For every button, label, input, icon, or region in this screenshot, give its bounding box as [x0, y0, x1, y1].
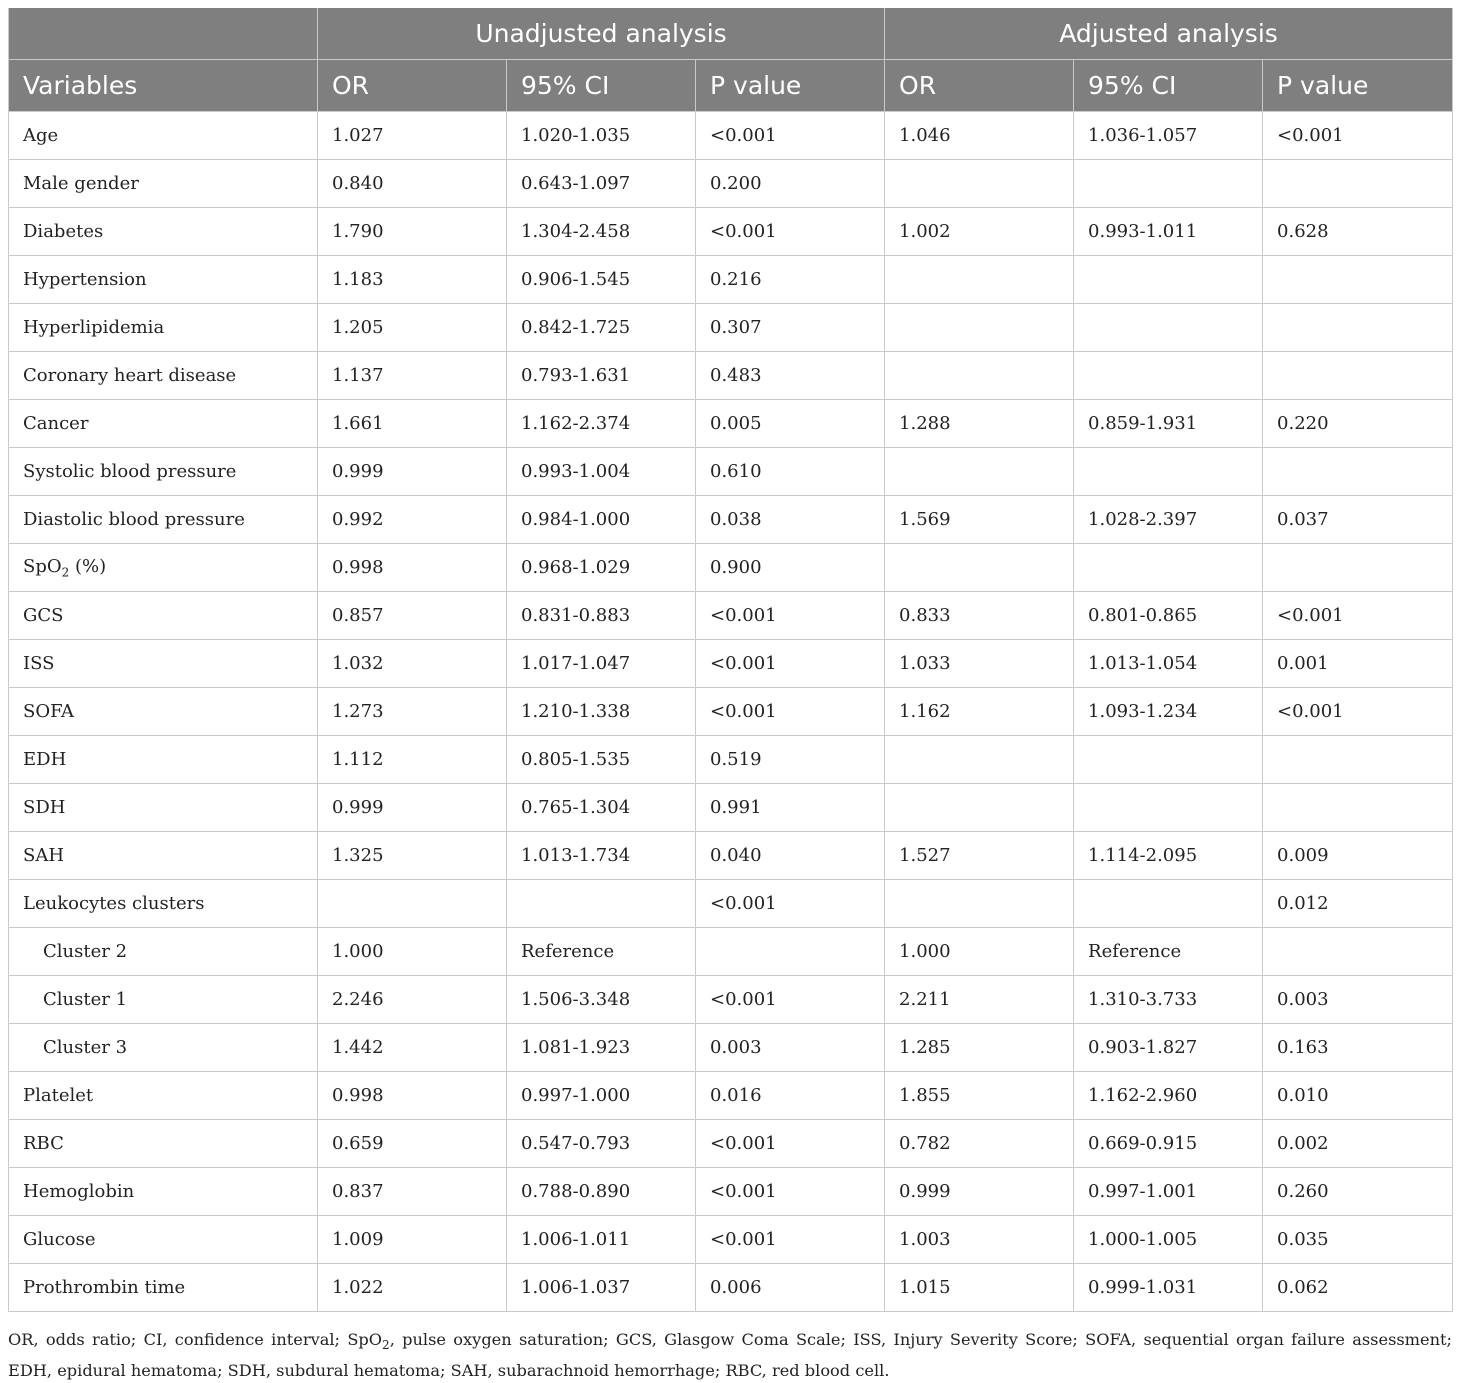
adjusted-ci-cell: [1074, 880, 1263, 928]
header-group-empty: [9, 8, 318, 60]
adjusted-ci-cell: 0.801-0.865: [1074, 592, 1263, 640]
unadjusted-ci-cell: 0.997-1.000: [507, 1072, 696, 1120]
adjusted-p-cell: 0.009: [1263, 832, 1453, 880]
unadjusted-p-cell: 0.483: [696, 352, 885, 400]
unadjusted-or-cell: 2.246: [318, 976, 507, 1024]
adjusted-ci-cell: [1074, 736, 1263, 784]
unadjusted-or-cell: 1.009: [318, 1216, 507, 1264]
table-row: [9, 736, 1453, 784]
adjusted-ci-cell: 1.093-1.234: [1074, 688, 1263, 736]
unadjusted-or-cell: 1.661: [318, 400, 507, 448]
unadjusted-or-cell: 0.659: [318, 1120, 507, 1168]
unadjusted-p-cell: 0.040: [696, 832, 885, 880]
adjusted-p-cell: 0.010: [1263, 1072, 1453, 1120]
table-header: [9, 8, 1453, 112]
adjusted-or-cell: 1.288: [885, 400, 1074, 448]
table-row: [9, 208, 1453, 256]
unadjusted-or-cell: 1.032: [318, 640, 507, 688]
adjusted-p-cell: [1263, 304, 1453, 352]
unadjusted-p-cell: 0.991: [696, 784, 885, 832]
unadjusted-or-cell: 1.022: [318, 1264, 507, 1312]
adjusted-or-cell: 1.855: [885, 1072, 1074, 1120]
unadjusted-or-cell: 1.137: [318, 352, 507, 400]
adjusted-ci-cell: Reference: [1074, 928, 1263, 976]
adjusted-p-cell: [1263, 544, 1453, 592]
adjusted-or-cell: 1.046: [885, 112, 1074, 160]
table-row: [9, 1168, 1453, 1216]
unadjusted-or-cell: 0.999: [318, 784, 507, 832]
adjusted-ci-cell: 1.028-2.397: [1074, 496, 1263, 544]
variable-cell: Systolic blood pressure: [9, 448, 318, 496]
unadjusted-or-cell: 1.112: [318, 736, 507, 784]
unadjusted-ci-cell: [507, 880, 696, 928]
adjusted-ci-cell: 0.859-1.931: [1074, 400, 1263, 448]
adjusted-or-cell: 1.527: [885, 832, 1074, 880]
header-column-row: [9, 60, 1453, 112]
unadjusted-or-cell: 0.857: [318, 592, 507, 640]
adjusted-or-cell: 1.162: [885, 688, 1074, 736]
unadjusted-ci-cell: 0.831-0.883: [507, 592, 696, 640]
unadjusted-p-cell: <0.001: [696, 880, 885, 928]
adjusted-p-cell: <0.001: [1263, 688, 1453, 736]
variable-cell: Cluster 1: [9, 976, 318, 1024]
regression-results-table: [8, 8, 1453, 1312]
adjusted-ci-cell: 0.993-1.011: [1074, 208, 1263, 256]
table-row: [9, 256, 1453, 304]
table-row: [9, 928, 1453, 976]
variable-cell: Male gender: [9, 160, 318, 208]
unadjusted-ci-cell: 0.805-1.535: [507, 736, 696, 784]
variable-cell: Age: [9, 112, 318, 160]
variable-cell: GCS: [9, 592, 318, 640]
adjusted-ci-cell: 1.013-1.054: [1074, 640, 1263, 688]
unadjusted-ci-cell: 1.081-1.923: [507, 1024, 696, 1072]
variable-cell: Diabetes: [9, 208, 318, 256]
adjusted-or-cell: 1.033: [885, 640, 1074, 688]
adjusted-or-cell: [885, 880, 1074, 928]
unadjusted-or-cell: 0.998: [318, 544, 507, 592]
adjusted-or-cell: 0.782: [885, 1120, 1074, 1168]
variable-cell: SDH: [9, 784, 318, 832]
adjusted-or-cell: 1.000: [885, 928, 1074, 976]
adjusted-or-cell: [885, 784, 1074, 832]
variable-cell: Glucose: [9, 1216, 318, 1264]
header-unadjusted-ci: 95% CI: [507, 60, 696, 112]
adjusted-p-cell: [1263, 736, 1453, 784]
unadjusted-ci-cell: 1.210-1.338: [507, 688, 696, 736]
header-unadjusted-or: OR: [318, 60, 507, 112]
table-row: [9, 496, 1453, 544]
unadjusted-p-cell: <0.001: [696, 640, 885, 688]
adjusted-or-cell: 1.002: [885, 208, 1074, 256]
unadjusted-ci-cell: 0.968-1.029: [507, 544, 696, 592]
adjusted-ci-cell: [1074, 352, 1263, 400]
adjusted-p-cell: 0.628: [1263, 208, 1453, 256]
variable-cell: Hypertension: [9, 256, 318, 304]
adjusted-ci-cell: 1.114-2.095: [1074, 832, 1263, 880]
table-row: [9, 592, 1453, 640]
unadjusted-p-cell: [696, 928, 885, 976]
unadjusted-p-cell: 0.016: [696, 1072, 885, 1120]
adjusted-p-cell: 0.260: [1263, 1168, 1453, 1216]
unadjusted-p-cell: 0.519: [696, 736, 885, 784]
adjusted-ci-cell: 0.903-1.827: [1074, 1024, 1263, 1072]
adjusted-or-cell: 0.999: [885, 1168, 1074, 1216]
header-adjusted-or: OR: [885, 60, 1074, 112]
unadjusted-ci-cell: 1.162-2.374: [507, 400, 696, 448]
adjusted-p-cell: [1263, 256, 1453, 304]
variable-cell: Coronary heart disease: [9, 352, 318, 400]
adjusted-ci-cell: 1.036-1.057: [1074, 112, 1263, 160]
unadjusted-or-cell: 0.992: [318, 496, 507, 544]
table-row: [9, 784, 1453, 832]
adjusted-p-cell: <0.001: [1263, 112, 1453, 160]
variable-cell: SAH: [9, 832, 318, 880]
unadjusted-p-cell: <0.001: [696, 112, 885, 160]
unadjusted-p-cell: 0.216: [696, 256, 885, 304]
header-group-unadjusted: Unadjusted analysis: [318, 8, 885, 60]
unadjusted-p-cell: <0.001: [696, 208, 885, 256]
unadjusted-or-cell: 1.000: [318, 928, 507, 976]
unadjusted-ci-cell: 0.788-0.890: [507, 1168, 696, 1216]
table-row: [9, 1024, 1453, 1072]
unadjusted-p-cell: 0.003: [696, 1024, 885, 1072]
unadjusted-ci-cell: 1.304-2.458: [507, 208, 696, 256]
header-group-row: [9, 8, 1453, 60]
adjusted-p-cell: 0.012: [1263, 880, 1453, 928]
table-row: [9, 112, 1453, 160]
table-row: [9, 160, 1453, 208]
table-row: [9, 1120, 1453, 1168]
adjusted-p-cell: [1263, 448, 1453, 496]
adjusted-p-cell: 0.037: [1263, 496, 1453, 544]
variable-cell: Diastolic blood pressure: [9, 496, 318, 544]
unadjusted-p-cell: 0.610: [696, 448, 885, 496]
adjusted-p-cell: 0.035: [1263, 1216, 1453, 1264]
unadjusted-or-cell: 1.790: [318, 208, 507, 256]
table-row: [9, 448, 1453, 496]
unadjusted-ci-cell: 0.765-1.304: [507, 784, 696, 832]
unadjusted-ci-cell: 0.993-1.004: [507, 448, 696, 496]
table-body: [9, 112, 1453, 1312]
variable-cell: Leukocytes clusters: [9, 880, 318, 928]
adjusted-or-cell: 1.569: [885, 496, 1074, 544]
variable-cell: Platelet: [9, 1072, 318, 1120]
adjusted-ci-cell: [1074, 448, 1263, 496]
table-row: [9, 544, 1453, 592]
unadjusted-or-cell: 0.837: [318, 1168, 507, 1216]
unadjusted-p-cell: <0.001: [696, 688, 885, 736]
variable-cell: SOFA: [9, 688, 318, 736]
variable-cell: Cluster 3: [9, 1024, 318, 1072]
header-adjusted-p: P value: [1263, 60, 1453, 112]
unadjusted-or-cell: 1.273: [318, 688, 507, 736]
adjusted-or-cell: 2.211: [885, 976, 1074, 1024]
unadjusted-ci-cell: 0.842-1.725: [507, 304, 696, 352]
adjusted-p-cell: 0.002: [1263, 1120, 1453, 1168]
unadjusted-p-cell: 0.005: [696, 400, 885, 448]
unadjusted-ci-cell: 0.984-1.000: [507, 496, 696, 544]
unadjusted-ci-cell: 1.020-1.035: [507, 112, 696, 160]
adjusted-p-cell: [1263, 784, 1453, 832]
adjusted-ci-cell: 0.999-1.031: [1074, 1264, 1263, 1312]
unadjusted-p-cell: <0.001: [696, 592, 885, 640]
adjusted-ci-cell: 0.669-0.915: [1074, 1120, 1263, 1168]
table-row: [9, 688, 1453, 736]
unadjusted-ci-cell: 1.006-1.011: [507, 1216, 696, 1264]
table-row: [9, 1264, 1453, 1312]
variable-cell: SpO$_2$ (%): [9, 544, 318, 592]
unadjusted-or-cell: 0.999: [318, 448, 507, 496]
table-row: [9, 1072, 1453, 1120]
variable-cell: Hyperlipidemia: [9, 304, 318, 352]
unadjusted-or-cell: 0.840: [318, 160, 507, 208]
unadjusted-ci-cell: 0.793-1.631: [507, 352, 696, 400]
adjusted-or-cell: 0.833: [885, 592, 1074, 640]
table-row: [9, 400, 1453, 448]
variable-cell: RBC: [9, 1120, 318, 1168]
unadjusted-ci-cell: 1.017-1.047: [507, 640, 696, 688]
adjusted-p-cell: [1263, 928, 1453, 976]
table-row: [9, 304, 1453, 352]
unadjusted-p-cell: 0.006: [696, 1264, 885, 1312]
adjusted-or-cell: [885, 160, 1074, 208]
variable-cell: Cluster 2: [9, 928, 318, 976]
adjusted-ci-cell: [1074, 160, 1263, 208]
adjusted-or-cell: 1.285: [885, 1024, 1074, 1072]
variable-cell: EDH: [9, 736, 318, 784]
table-footnote: OR, odds ratio; CI, confidence interval; SpO$_2$, pulse oxygen saturation; GCS, Glasgow Coma Scale; ISS, Injury Severity Score; SOFA, sequential organ failure assessment; EDH, epidural hematoma; SDH, subdural hematoma; SAH, subarachnoid hemorrhage; RBC, red blood cell.: [8, 1330, 1452, 1381]
table-row: [9, 976, 1453, 1024]
adjusted-p-cell: [1263, 352, 1453, 400]
header-adjusted-ci: 95% CI: [1074, 60, 1263, 112]
adjusted-ci-cell: [1074, 544, 1263, 592]
adjusted-or-cell: [885, 544, 1074, 592]
adjusted-ci-cell: [1074, 784, 1263, 832]
unadjusted-ci-cell: 1.506-3.348: [507, 976, 696, 1024]
adjusted-or-cell: [885, 448, 1074, 496]
adjusted-p-cell: [1263, 160, 1453, 208]
adjusted-or-cell: [885, 256, 1074, 304]
unadjusted-ci-cell: 0.906-1.545: [507, 256, 696, 304]
unadjusted-or-cell: 0.998: [318, 1072, 507, 1120]
unadjusted-ci-cell: 0.547-0.793: [507, 1120, 696, 1168]
unadjusted-p-cell: 0.038: [696, 496, 885, 544]
unadjusted-p-cell: 0.200: [696, 160, 885, 208]
adjusted-or-cell: 1.003: [885, 1216, 1074, 1264]
unadjusted-or-cell: 1.325: [318, 832, 507, 880]
unadjusted-or-cell: 1.205: [318, 304, 507, 352]
unadjusted-p-cell: <0.001: [696, 1120, 885, 1168]
variable-cell: ISS: [9, 640, 318, 688]
adjusted-p-cell: 0.001: [1263, 640, 1453, 688]
variable-cell: Hemoglobin: [9, 1168, 318, 1216]
adjusted-p-cell: 0.220: [1263, 400, 1453, 448]
unadjusted-p-cell: <0.001: [696, 1168, 885, 1216]
adjusted-ci-cell: 0.997-1.001: [1074, 1168, 1263, 1216]
unadjusted-p-cell: <0.001: [696, 976, 885, 1024]
adjusted-ci-cell: 1.000-1.005: [1074, 1216, 1263, 1264]
unadjusted-p-cell: <0.001: [696, 1216, 885, 1264]
unadjusted-ci-cell: Reference: [507, 928, 696, 976]
header-unadjusted-p: P value: [696, 60, 885, 112]
unadjusted-or-cell: [318, 880, 507, 928]
unadjusted-p-cell: 0.900: [696, 544, 885, 592]
unadjusted-or-cell: 1.027: [318, 112, 507, 160]
adjusted-or-cell: [885, 352, 1074, 400]
adjusted-p-cell: <0.001: [1263, 592, 1453, 640]
unadjusted-p-cell: 0.307: [696, 304, 885, 352]
adjusted-ci-cell: 1.310-3.733: [1074, 976, 1263, 1024]
header-variables: Variables: [9, 60, 318, 112]
adjusted-p-cell: 0.062: [1263, 1264, 1453, 1312]
variable-cell: Prothrombin time: [9, 1264, 318, 1312]
unadjusted-ci-cell: 1.013-1.734: [507, 832, 696, 880]
unadjusted-ci-cell: 0.643-1.097: [507, 160, 696, 208]
variable-cell: Cancer: [9, 400, 318, 448]
table-row: [9, 640, 1453, 688]
table-row: [9, 352, 1453, 400]
adjusted-or-cell: 1.015: [885, 1264, 1074, 1312]
adjusted-or-cell: [885, 304, 1074, 352]
adjusted-ci-cell: 1.162-2.960: [1074, 1072, 1263, 1120]
adjusted-ci-cell: [1074, 256, 1263, 304]
table-row: [9, 832, 1453, 880]
unadjusted-or-cell: 1.442: [318, 1024, 507, 1072]
unadjusted-or-cell: 1.183: [318, 256, 507, 304]
adjusted-or-cell: [885, 736, 1074, 784]
table-row: [9, 880, 1453, 928]
results-table-container: [8, 8, 1452, 1312]
table-row: [9, 1216, 1453, 1264]
unadjusted-ci-cell: 1.006-1.037: [507, 1264, 696, 1312]
adjusted-p-cell: 0.003: [1263, 976, 1453, 1024]
adjusted-p-cell: 0.163: [1263, 1024, 1453, 1072]
adjusted-ci-cell: [1074, 304, 1263, 352]
header-group-adjusted: Adjusted analysis: [885, 8, 1453, 60]
